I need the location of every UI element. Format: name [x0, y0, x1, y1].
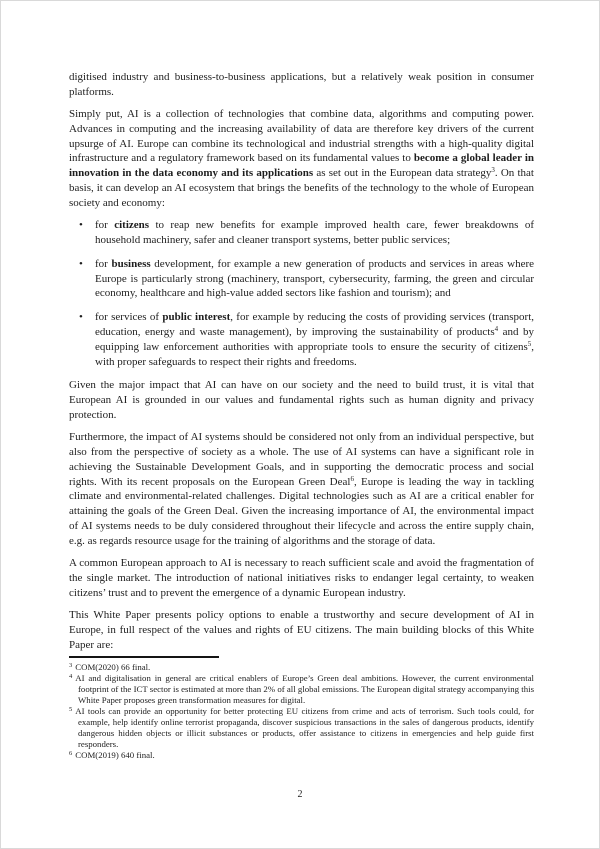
bullet-item-citizens — [69, 218, 534, 248]
bold-run: public interest — [162, 311, 231, 324]
text-run: and by equipping law enforcement authorities with appropriate tools to ensure the security of citizens — [95, 325, 534, 353]
footnote-ref-5: 5 — [527, 339, 532, 348]
bullet-item-business — [69, 257, 534, 301]
paragraph-white-paper: This White Paper presents policy options to enable a trustworthy and secure development of AI in Europe, in full respect of the values and rights of EU citizens. The main building blocks of this White Paper are: — [69, 609, 534, 651]
bullet-icon: • — [79, 257, 83, 270]
page-body — [69, 70, 534, 660]
paragraph-consumer-platforms: digitised industry and business-to-business applications, but a relatively weak position in consumer platforms. — [69, 71, 534, 98]
text-run: development, for example a new generation of products and services in areas where Europe is particularly strong (machinery, transport, cybersecurity, farming, the green and circular economy, healthcare and high-value added sectors like fashion and tourism); and — [95, 257, 535, 300]
footnote-text: COM(2020) 66 final. — [75, 662, 151, 672]
footnote-ref-3: 3 — [491, 166, 495, 175]
bold-run: business — [111, 257, 151, 270]
footnote-text: AI and digitalisation in general are critical enablers of Europe’s Green deal ambitions. However, the current environmental footprint of the ICT sector is estimated at more than 2% of all global emissions. The European digital strategy accompanying this White Paper proposes green transformation measures for digital. — [75, 673, 534, 705]
bold-run: become a global leader in innovation in the data economy and its applications — [69, 152, 534, 180]
footnote-text: AI tools can provide an opportunity for better protecting EU citizens from crime and acts of terrorism. Such tools could, for example, help identify online terrorist propaganda, discover suspicious transactions in the sales of dangerous products, identify dangerous hidden objects or illicit substances or products, offer assistance to citizens in emergencies and help guide first responders. — [75, 706, 534, 749]
bullet-icon: • — [79, 219, 83, 232]
footnote-marker: 5 — [69, 706, 73, 713]
footnote-marker: 4 — [69, 673, 73, 680]
footnote-ref-6: 6 — [350, 474, 354, 483]
paragraph-simply-put — [69, 107, 534, 211]
paragraph-major-impact: Given the major impact that AI can have on our society and the need to build trust, it is vital that European AI is grounded in our values and fundamental rights such as human dignity and privacy protection. — [69, 379, 534, 421]
text-run: . On that basis, it can develop an AI ecosystem that brings the benefits of the technology to the whole of European society and economy: — [69, 167, 534, 209]
footnote-ref-4: 4 — [494, 324, 499, 333]
footnote-6 — [69, 750, 534, 761]
paragraph-common-approach: A common European approach to AI is necessary to reach sufficient scale and avoid the fragmentation of the single market. The introduction of national initiatives risks to endanger legal certainty, to weaken citizens’ trust and to prevent the emergence of a dynamic European industry. — [69, 557, 534, 599]
paragraph-furthermore — [69, 430, 534, 548]
text-run: as set out in the European data strategy — [313, 167, 492, 180]
page-number: 2 — [297, 789, 303, 800]
footnote-marker: 6 — [69, 750, 73, 757]
text-run: , Europe is leading the way in tackling climate and environmental-related challenges. Digital technologies such as AI are a critical enabler for attaining the goals of the Green Deal. Given the increasing importance of AI, the environmental impact of AI systems needs to be duly considered throughout their lifecycle and across the entire supply chain, e.g. as regards resource usage for the training of algorithms and the storage of data. — [69, 475, 534, 547]
bold-run: citizens — [114, 219, 150, 232]
text-run: , for example by reducing the costs of providing services (transport, education, energy and waste management), by improving the sustainability of products — [95, 311, 535, 338]
text-run: to reap new benefits for example improved health care, fewer breakdowns of household machinery, safer and cleaner transport systems, better public services; — [95, 219, 534, 246]
footnote-3 — [69, 662, 534, 673]
footnote-marker: 3 — [69, 662, 73, 669]
text-run: for — [95, 257, 112, 270]
text-run: , with proper safeguards to respect their rights and freedoms. — [95, 340, 534, 368]
bullet-list — [69, 218, 534, 369]
footnote-5 — [69, 706, 534, 750]
footnote-separator-rule — [69, 656, 219, 658]
bullet-icon: • — [79, 311, 83, 324]
bullet-item-public-interest — [69, 310, 534, 369]
text-run: for services of — [95, 311, 163, 324]
text-run: for — [95, 219, 115, 232]
footnote-4 — [69, 673, 534, 706]
footnote-text: COM(2019) 640 final. — [75, 750, 155, 760]
text-run: Simply put, AI is a collection of technologies that combine data, algorithms and computing power. Advances in computing and the increasing availability of data are therefore key drivers of the current upsurge of AI. Europe can combine its technological and industrial strengths with a high-quality digital infrastructure and a regulatory framework based on its fundamental values to — [69, 108, 534, 165]
text-run: Furthermore, the impact of AI systems should be considered not only from an individual perspective, but also from the perspective of society as a whole. The use of AI systems can have a significant role in achieving the Sustainable Development Goals, and in supporting the democratic process and social rights. With its recent proposals on the European Green Deal — [69, 431, 534, 488]
footnotes-section — [69, 656, 534, 761]
